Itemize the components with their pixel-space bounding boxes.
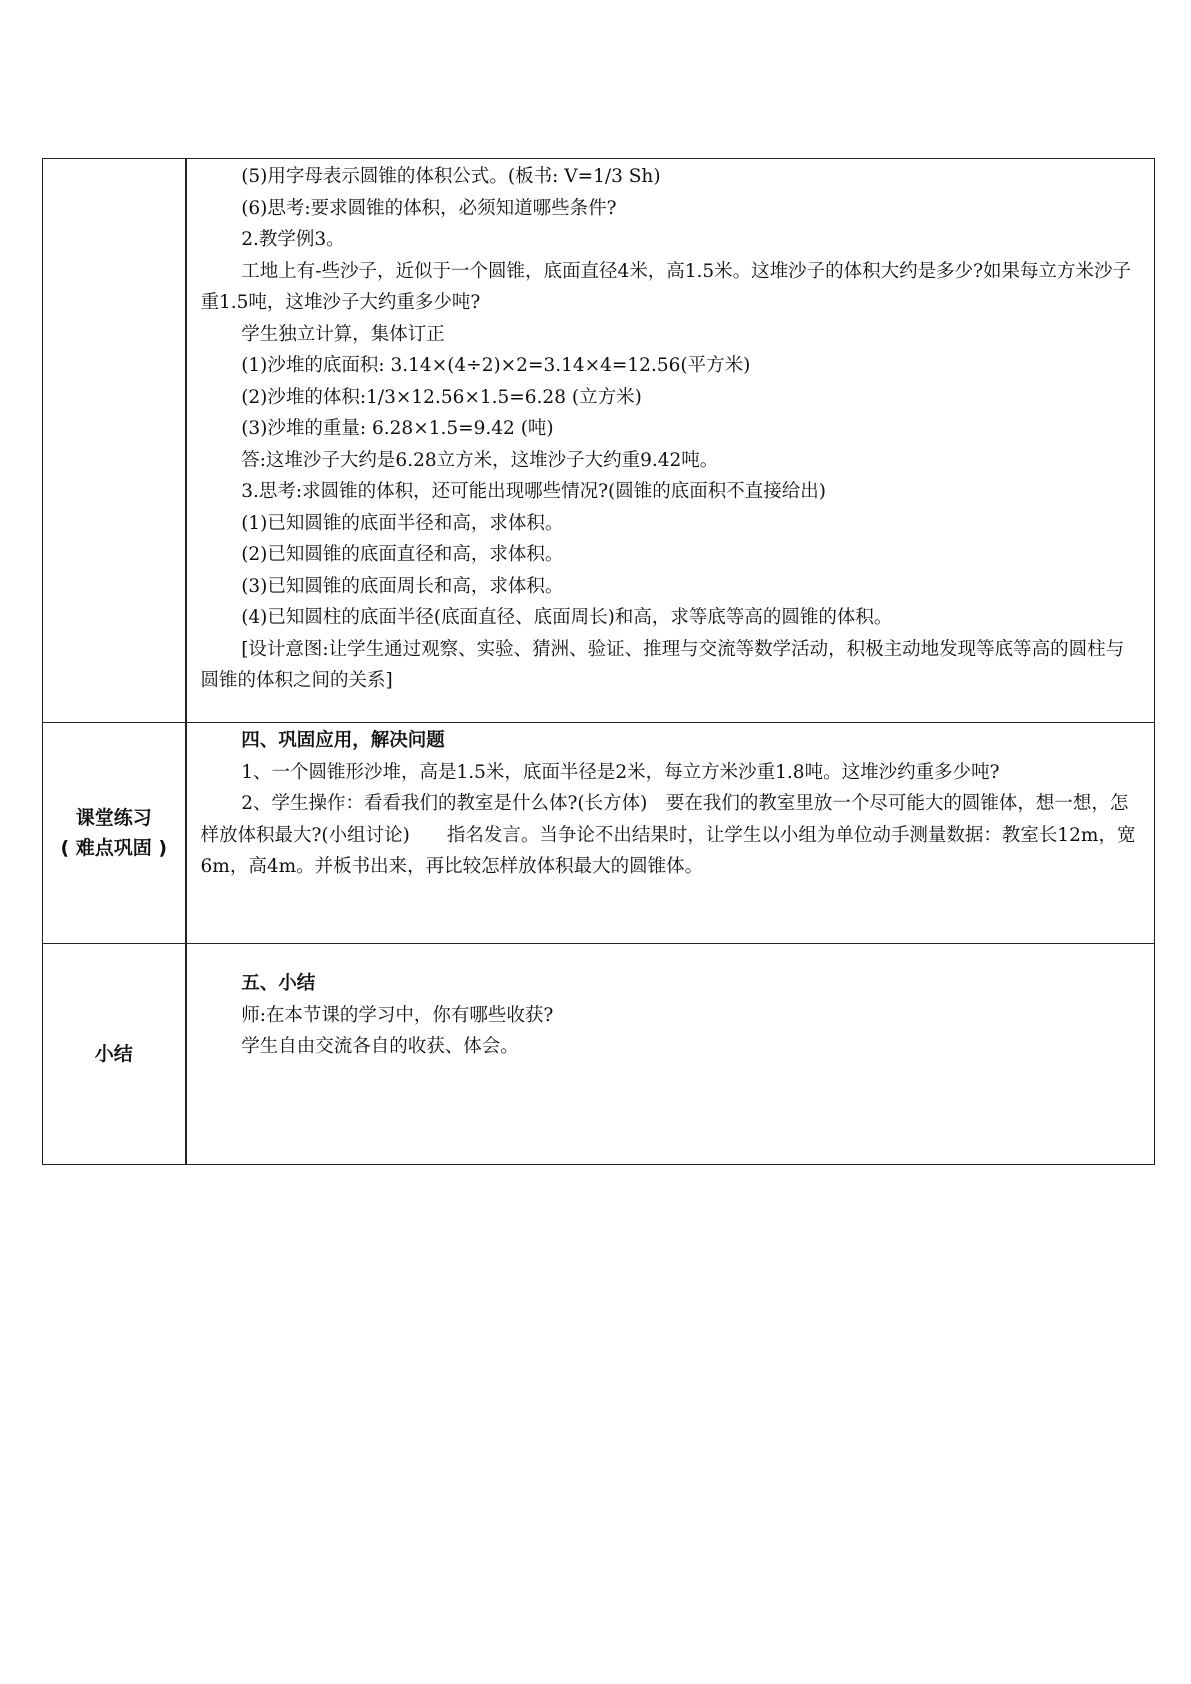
section-heading: 四、巩固应用，解决问题 [241,730,445,751]
table-row-summary [43,944,1155,1165]
row-label-empty [43,159,186,723]
content-cell [186,723,1155,944]
content-block [187,723,1155,883]
paragraph: (2)沙堆的体积:1/3×12.56×1.5=6.28 (立方米) [241,386,642,408]
paragraph: (4)已知圆柱的底面半径(底面直径、底面周长)和高，求等底等高的圆锥的体积。 [241,607,893,628]
content-block [187,159,1155,697]
paragraph: 1、一个圆锥形沙堆，高是1.5米，底面半径是2米，每立方米沙重1.8吨。这堆沙约重多少吨? [241,761,1000,783]
paragraph: 学生独立计算，集体订正 [241,323,445,345]
paragraph: 学生自由交流各自的收获、体会。 [241,1036,519,1057]
row-label-line: ( 难点巩固 ) [60,837,168,859]
lesson-plan-table [42,158,1155,1165]
paragraph: (3)沙堆的重量: 6.28×1.5=9.42 (吨) [241,418,554,439]
paragraph: (5)用字母表示圆锥的体积公式。(板书: V=1/3 Sh) [241,166,661,187]
paragraph: (1)沙堆的底面积: 3.14×(4÷2)×2=3.14×4=12.56(平方米) [241,355,751,376]
paragraph: 工地上有-些沙子，近似于一个圆锥，底面直径4米，高1.5米。这堆沙子的体积大约是多少?如果每立方米沙子重1.5吨，这堆沙子大约重多少吨? [200,260,1132,313]
paragraph: (1)已知圆锥的底面半径和高，求体积。 [241,512,564,534]
row-label-line: 小结 [94,1043,133,1065]
paragraph: 2.教学例3。 [241,229,345,250]
content-cell [186,944,1155,1165]
row-label-summary [43,944,186,1165]
row-label-class-practice [43,723,186,944]
row-label-line: 课堂练习 [75,807,152,829]
section-heading: 五、小结 [241,973,316,994]
paragraph: 师:在本节课的学习中，你有哪些收获? [241,1004,554,1026]
content-block [187,944,1155,1063]
paragraph: 答:这堆沙子大约是6.28立方米，这堆沙子大约重9.42吨。 [241,449,719,471]
paragraph: 3.思考:求圆锥的体积，还可能出现哪些情况?(圆锥的底面积不直接给出) [241,481,826,502]
content-cell [186,159,1155,723]
design-intent-paragraph: [设计意图:让学生通过观察、实验、猜洲、验证、推理与交流等数学活动，积极主动地发现等底等高的圆柱与圆锥的体积之间的关系] [200,638,1125,691]
paragraph: (2)已知圆锥的底面直径和高，求体积。 [241,544,564,565]
paragraph: (3)已知圆锥的底面周长和高，求体积。 [241,575,564,597]
paragraph: 2、学生操作：看看我们的教室是什么体?(长方体) 要在我们的教室里放一个尽可能大的圆锥体，想一想，怎样放体积最大?(小组讨论) 指名发言。当争论不出结果时，让学生以小组为单位动手测量数据：教室长12m，宽6m，高4m。并板书出来，再比较怎样放体积最大的圆锥体。 [200,793,1136,877]
table-row-class-practice [43,723,1155,944]
paragraph: (6)思考:要求圆锥的体积，必须知道哪些条件? [241,197,617,219]
table-row-teaching-example [43,159,1155,723]
